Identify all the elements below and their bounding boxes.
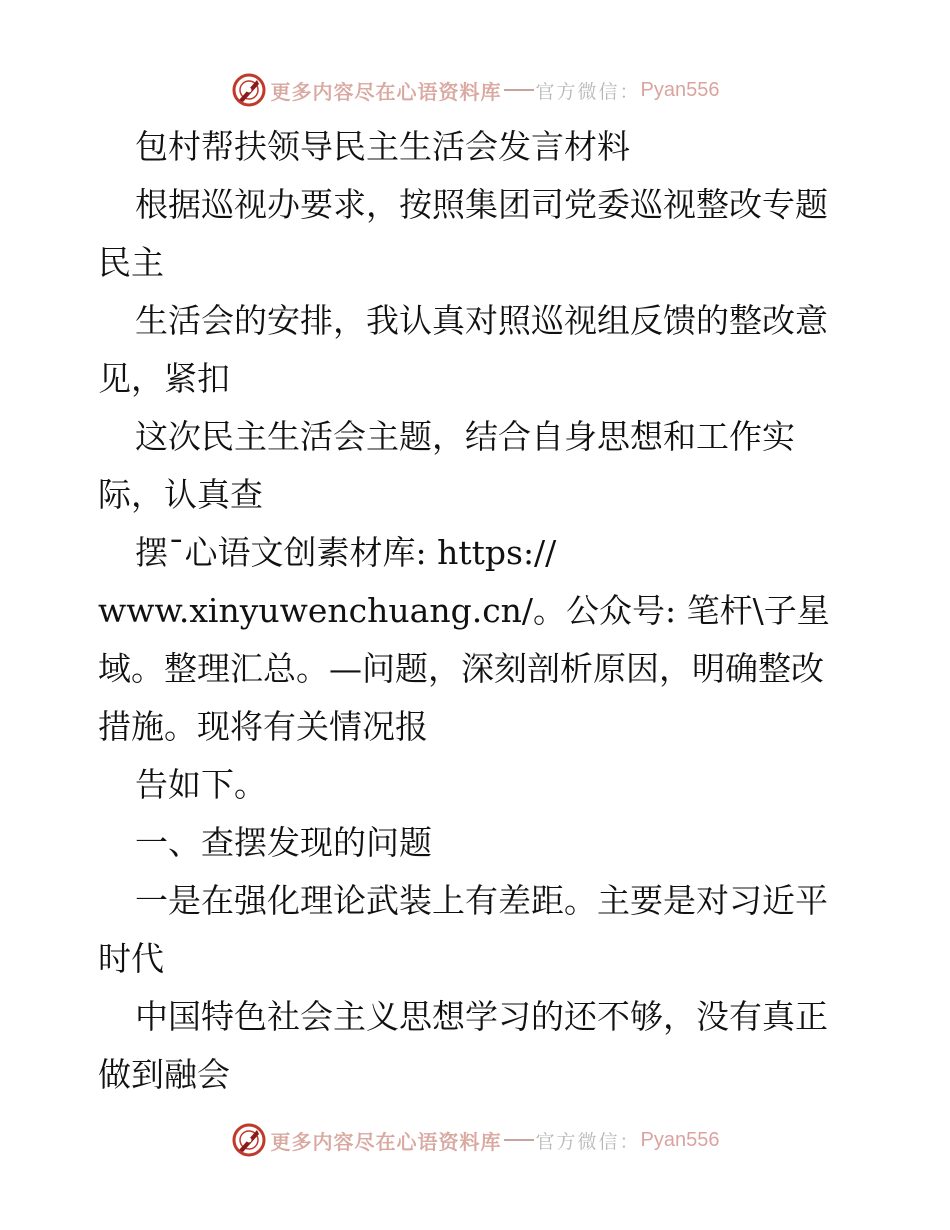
doc-line: 际，认真查 <box>98 475 263 514</box>
wechat-id: Pyan556 <box>640 78 720 101</box>
section-heading: 一、查摆发现的问题 <box>135 823 432 862</box>
banner-dash <box>504 89 534 91</box>
banner-dash <box>504 1139 534 1141</box>
wechat-id: Pyan556 <box>640 1128 720 1151</box>
doc-line: 做到融会 <box>98 1055 230 1094</box>
doc-line: 见，紧扣 <box>98 359 230 398</box>
wechat-label: 官方微信： <box>535 1130 641 1153</box>
brand-text: 更多内容尽在心语资料库 <box>270 79 502 104</box>
doc-line: 一是在强化理论武装上有差距。主要是对习近平 <box>135 881 828 920</box>
doc-line: 时代 <box>98 939 164 978</box>
doc-line: www.xinyuwenchuang.cn/。公众号: 笔杆\子星 <box>98 591 830 630</box>
quill-circle-icon <box>231 1122 267 1158</box>
brand-text: 更多内容尽在心语资料库 <box>270 1129 502 1154</box>
doc-line: 民主 <box>98 243 164 282</box>
header-watermark-banner <box>0 70 950 110</box>
doc-line: 措施。现将有关情况报 <box>98 707 428 746</box>
document-body <box>98 118 858 1104</box>
quill-circle-icon <box>231 72 267 108</box>
doc-line: 告如下。 <box>135 765 267 804</box>
wechat-label: 官方微信： <box>535 80 641 103</box>
doc-line: 中国特色社会主义思想学习的还不够，没有真正 <box>135 997 828 1036</box>
doc-line: 摆¯心语文创素材库: https:// <box>135 533 557 572</box>
doc-title: 包村帮扶领导民主生活会发言材料 <box>135 127 630 166</box>
doc-line: 域。整理汇总。—问题，深刻剖析原因，明确整改 <box>98 649 824 688</box>
doc-line: 生活会的安排，我认真对照巡视组反馈的整改意 <box>135 301 828 340</box>
doc-line: 这次民主生活会主题，结合自身思想和工作实 <box>135 417 795 456</box>
doc-line: 根据巡视办要求，按照集团司党委巡视整改专题 <box>135 185 828 224</box>
footer-watermark-banner <box>0 1120 950 1160</box>
